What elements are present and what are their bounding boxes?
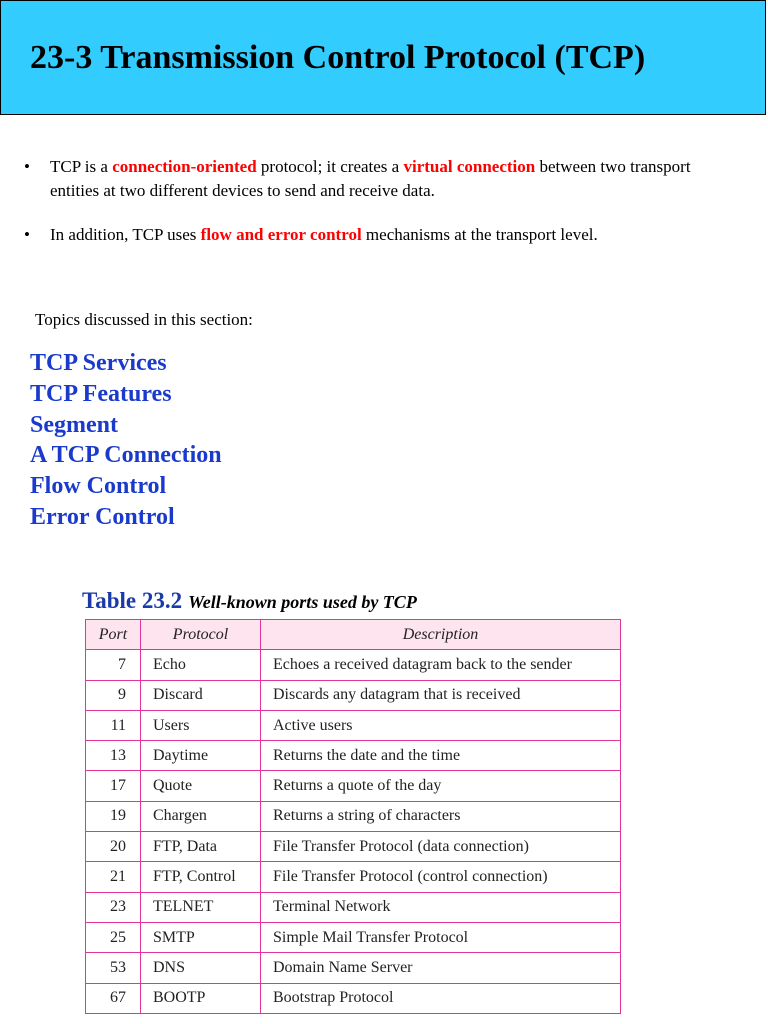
description-cell: File Transfer Protocol (control connection) [261, 862, 621, 892]
bullet-text: protocol; it creates a [256, 157, 404, 176]
port-cell: 19 [86, 801, 141, 831]
port-cell: 67 [86, 983, 141, 1013]
port-cell: 9 [86, 680, 141, 710]
table-row [86, 650, 621, 680]
protocol-cell: TELNET [141, 892, 261, 922]
description-cell: Echoes a received datagram back to the sender [261, 650, 621, 680]
topic-link-tcp-connection[interactable]: A TCP Connection [30, 442, 222, 469]
bullet-text: In addition, TCP uses [50, 225, 201, 244]
table-caption [82, 588, 417, 614]
description-cell: Returns the date and the time [261, 741, 621, 771]
description-cell: Returns a quote of the day [261, 771, 621, 801]
table-row [86, 983, 621, 1013]
bullet-text: between two transport entities at two different devices to send and receive data. [50, 157, 691, 200]
bullet-marker: • [24, 157, 30, 176]
table-row [86, 680, 621, 710]
topic-link-flow-control[interactable]: Flow Control [30, 473, 167, 500]
table-number: Table 23.2 [82, 588, 183, 613]
port-cell: 7 [86, 650, 141, 680]
table-row [86, 710, 621, 740]
table-row [86, 832, 621, 862]
protocol-cell: Discard [141, 680, 261, 710]
port-cell: 13 [86, 741, 141, 771]
description-cell: Bootstrap Protocol [261, 983, 621, 1013]
header-protocol: Protocol [141, 620, 261, 650]
protocol-cell: DNS [141, 953, 261, 983]
table-row [86, 862, 621, 892]
port-cell: 20 [86, 832, 141, 862]
description-cell: Active users [261, 710, 621, 740]
protocol-cell: Users [141, 710, 261, 740]
port-cell: 11 [86, 710, 141, 740]
topic-link-tcp-features[interactable]: TCP Features [30, 380, 172, 407]
header-description: Description [261, 620, 621, 650]
table-row [86, 922, 621, 952]
table-title: Well-known ports used by TCP [188, 592, 417, 612]
description-cell: File Transfer Protocol (data connection) [261, 832, 621, 862]
bullet-text: mechanisms at the transport level. [361, 225, 598, 244]
description-cell: Domain Name Server [261, 953, 621, 983]
protocol-cell: FTP, Data [141, 832, 261, 862]
port-cell: 25 [86, 922, 141, 952]
protocol-cell: BOOTP [141, 983, 261, 1013]
description-cell: Returns a string of characters [261, 801, 621, 831]
bullet-marker: • [24, 225, 30, 244]
description-cell: Simple Mail Transfer Protocol [261, 922, 621, 952]
table-row [86, 771, 621, 801]
title-banner [0, 0, 766, 115]
table-row [86, 953, 621, 983]
port-cell: 53 [86, 953, 141, 983]
protocol-cell: FTP, Control [141, 862, 261, 892]
slide-title: 23-3 Transmission Control Protocol (TCP) [30, 39, 646, 76]
protocol-cell: Chargen [141, 801, 261, 831]
topic-link-error-control[interactable]: Error Control [30, 503, 175, 530]
description-cell: Terminal Network [261, 892, 621, 922]
protocol-cell: Echo [141, 650, 261, 680]
table-row [86, 741, 621, 771]
topics-list [30, 348, 222, 533]
header-port: Port [86, 620, 141, 650]
port-cell: 21 [86, 862, 141, 892]
table-row [86, 801, 621, 831]
description-cell: Discards any datagram that is received [261, 680, 621, 710]
topics-intro: Topics discussed in this section: [35, 310, 253, 329]
protocol-cell: Daytime [141, 741, 261, 771]
topic-link-segment[interactable]: Segment [30, 411, 118, 438]
port-cell: 23 [86, 892, 141, 922]
topic-link-tcp-services[interactable]: TCP Services [30, 350, 167, 376]
table-header-row [86, 620, 621, 650]
bullet-item [24, 223, 724, 247]
highlight-term: connection-oriented [112, 157, 257, 176]
table-row [86, 892, 621, 922]
protocol-cell: SMTP [141, 922, 261, 952]
protocol-cell: Quote [141, 771, 261, 801]
highlight-term: virtual connection [403, 157, 536, 176]
bullet-item [24, 155, 724, 203]
bullet-text: TCP is a [50, 157, 113, 176]
ports-table [85, 619, 621, 1014]
bullet-list [24, 155, 724, 267]
port-cell: 17 [86, 771, 141, 801]
highlight-term: flow and error control [200, 225, 362, 244]
